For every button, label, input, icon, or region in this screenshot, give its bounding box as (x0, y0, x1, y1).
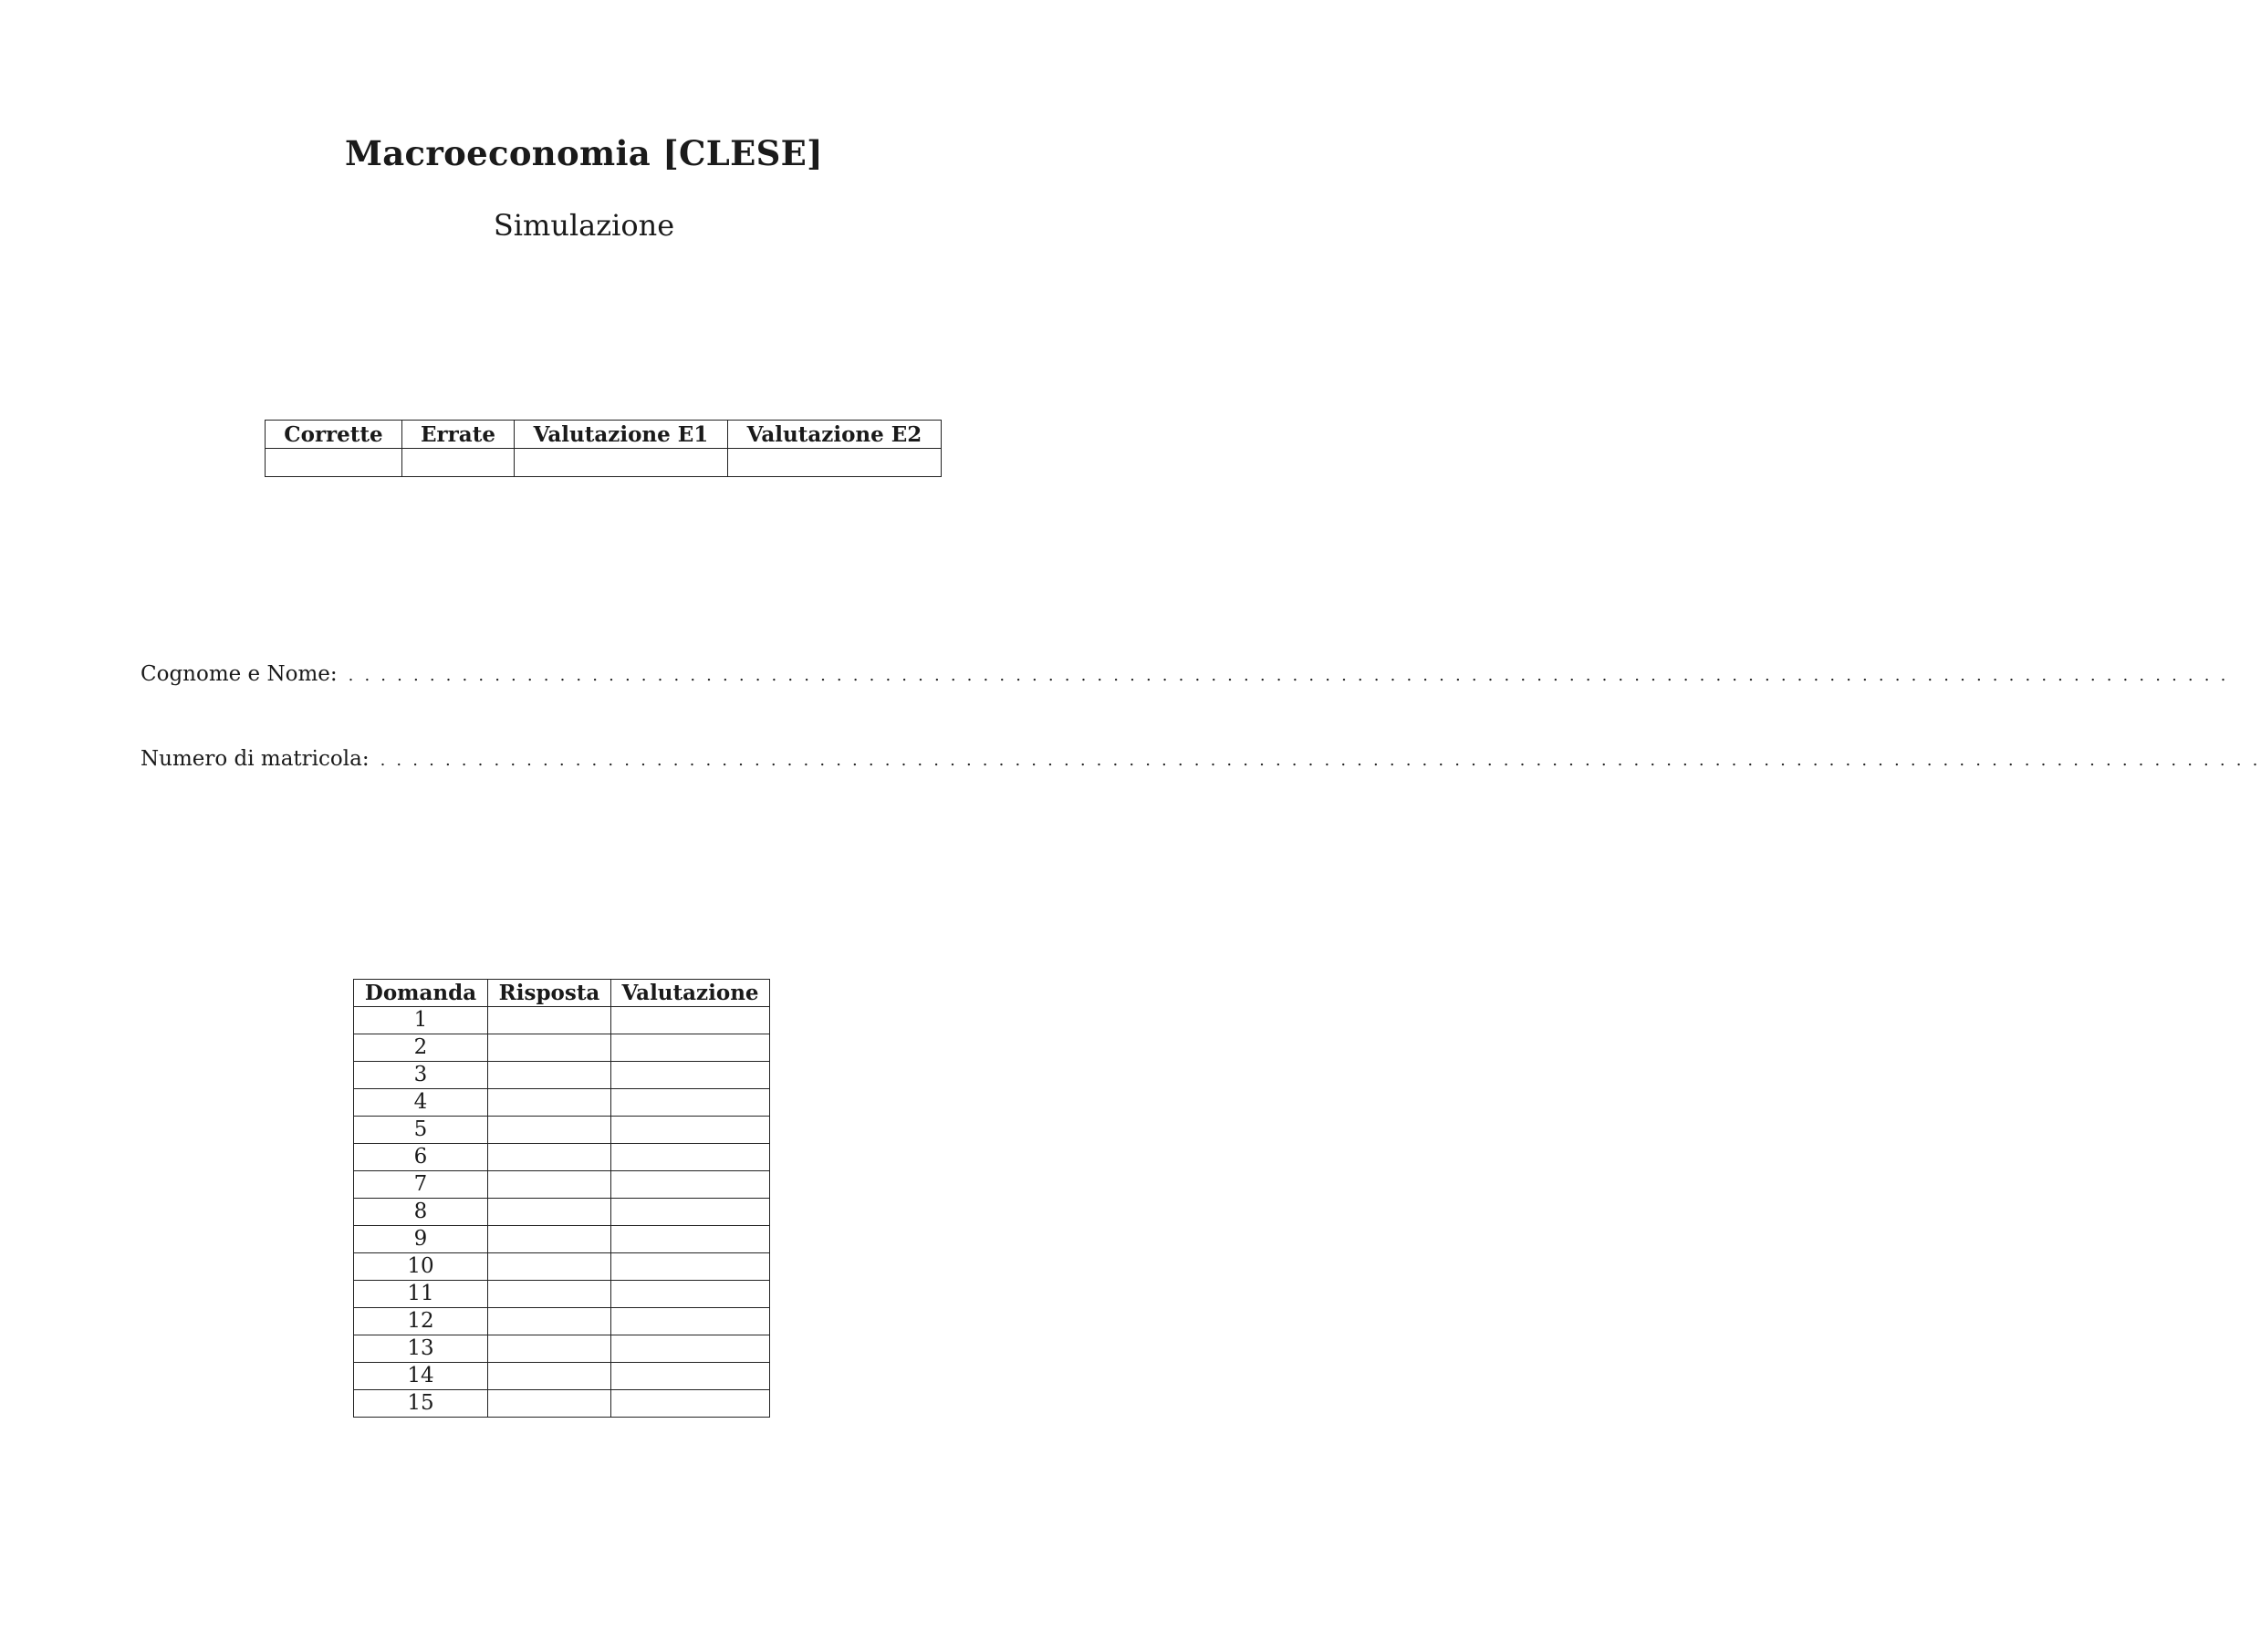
question-number: 1 (354, 1007, 488, 1034)
table-row (354, 1363, 770, 1390)
answer-cell[interactable] (488, 1117, 611, 1144)
score-column-header: Errate (402, 421, 515, 449)
page-title: Macroeconomia [CLESE] (345, 133, 823, 173)
evaluation-cell[interactable] (611, 1281, 770, 1308)
answers-table-header-row (354, 980, 770, 1007)
question-number: 13 (354, 1335, 488, 1363)
answer-cell[interactable] (488, 1034, 611, 1062)
answer-cell[interactable] (488, 1335, 611, 1363)
question-number: 7 (354, 1171, 488, 1199)
question-number: 12 (354, 1308, 488, 1335)
table-row (354, 1007, 770, 1034)
table-row (354, 1253, 770, 1281)
score-table (265, 420, 942, 477)
name-field[interactable] (141, 662, 2229, 686)
evaluation-cell[interactable] (611, 1034, 770, 1062)
score-table-header-row (266, 421, 942, 449)
evaluation-cell[interactable] (611, 1171, 770, 1199)
table-row (354, 1281, 770, 1308)
evaluation-cell[interactable] (611, 1335, 770, 1363)
question-number: 8 (354, 1199, 488, 1226)
answer-cell[interactable] (488, 1308, 611, 1335)
answer-cell[interactable] (488, 1144, 611, 1171)
question-number: 9 (354, 1226, 488, 1253)
score-table-row (266, 449, 942, 477)
table-row (354, 1335, 770, 1363)
page-subtitle: Simulazione (493, 208, 675, 243)
table-row (354, 1034, 770, 1062)
answers-column-header: Domanda (354, 980, 488, 1007)
answers-column-header: Risposta (488, 980, 611, 1007)
table-row (354, 1308, 770, 1335)
evaluation-cell[interactable] (611, 1390, 770, 1418)
table-row (354, 1171, 770, 1199)
score-column-header: Corrette (266, 421, 402, 449)
answers-column-header: Valutazione (611, 980, 770, 1007)
score-cell-valutazione-e2[interactable] (728, 449, 942, 477)
table-row (354, 1390, 770, 1418)
evaluation-cell[interactable] (611, 1226, 770, 1253)
question-number: 10 (354, 1253, 488, 1281)
answer-cell[interactable] (488, 1089, 611, 1117)
answer-cell[interactable] (488, 1363, 611, 1390)
score-cell-errate[interactable] (402, 449, 515, 477)
answer-cell[interactable] (488, 1253, 611, 1281)
table-row (354, 1089, 770, 1117)
answer-cell[interactable] (488, 1171, 611, 1199)
evaluation-cell[interactable] (611, 1199, 770, 1226)
answer-cell[interactable] (488, 1226, 611, 1253)
matricola-field-dotted-line[interactable]: . . . . . . . . . . . . . . . . . . . . . . . . . . . . . . . . . . . . . . . . . . . . . . . . . . . . . . . . . . . . . . . . . . . . . . . . . . . . . . . . . . . . . . . . . . . . . . . . . . . . . . . . . . . . . . . . . . . . (380, 751, 2261, 770)
answer-cell[interactable] (488, 1007, 611, 1034)
answers-table-body (354, 1007, 770, 1418)
question-number: 2 (354, 1034, 488, 1062)
question-number: 11 (354, 1281, 488, 1308)
table-row (354, 1144, 770, 1171)
question-number: 14 (354, 1363, 488, 1390)
question-number: 15 (354, 1390, 488, 1418)
evaluation-cell[interactable] (611, 1089, 770, 1117)
table-row (354, 1226, 770, 1253)
evaluation-cell[interactable] (611, 1144, 770, 1171)
name-field-label: Cognome e Nome: (141, 662, 338, 686)
score-cell-valutazione-e1[interactable] (515, 449, 728, 477)
answer-cell[interactable] (488, 1390, 611, 1418)
answer-cell[interactable] (488, 1281, 611, 1308)
answer-cell[interactable] (488, 1062, 611, 1089)
score-column-header: Valutazione E2 (728, 421, 942, 449)
question-number: 4 (354, 1089, 488, 1117)
evaluation-cell[interactable] (611, 1117, 770, 1144)
question-number: 3 (354, 1062, 488, 1089)
table-row (354, 1062, 770, 1089)
matricola-field-label: Numero di matricola: (141, 747, 370, 771)
table-row (354, 1199, 770, 1226)
matricola-field[interactable] (141, 747, 2261, 771)
question-number: 6 (354, 1144, 488, 1171)
name-field-dotted-line[interactable]: . . . . . . . . . . . . . . . . . . . . . . . . . . . . . . . . . . . . . . . . . . . . . . . . . . . . . . . . . . . . . . . . . . . . . . . . . . . . . . . . . . . . . . . . . . . . . . . . . . . . . . . . . . . . . . . . . . . . (348, 666, 2229, 685)
score-cell-corrette[interactable] (266, 449, 402, 477)
score-column-header: Valutazione E1 (515, 421, 728, 449)
evaluation-cell[interactable] (611, 1062, 770, 1089)
evaluation-cell[interactable] (611, 1308, 770, 1335)
evaluation-cell[interactable] (611, 1253, 770, 1281)
answer-cell[interactable] (488, 1199, 611, 1226)
table-row (354, 1117, 770, 1144)
evaluation-cell[interactable] (611, 1363, 770, 1390)
evaluation-cell[interactable] (611, 1007, 770, 1034)
answers-table (353, 979, 770, 1418)
question-number: 5 (354, 1117, 488, 1144)
